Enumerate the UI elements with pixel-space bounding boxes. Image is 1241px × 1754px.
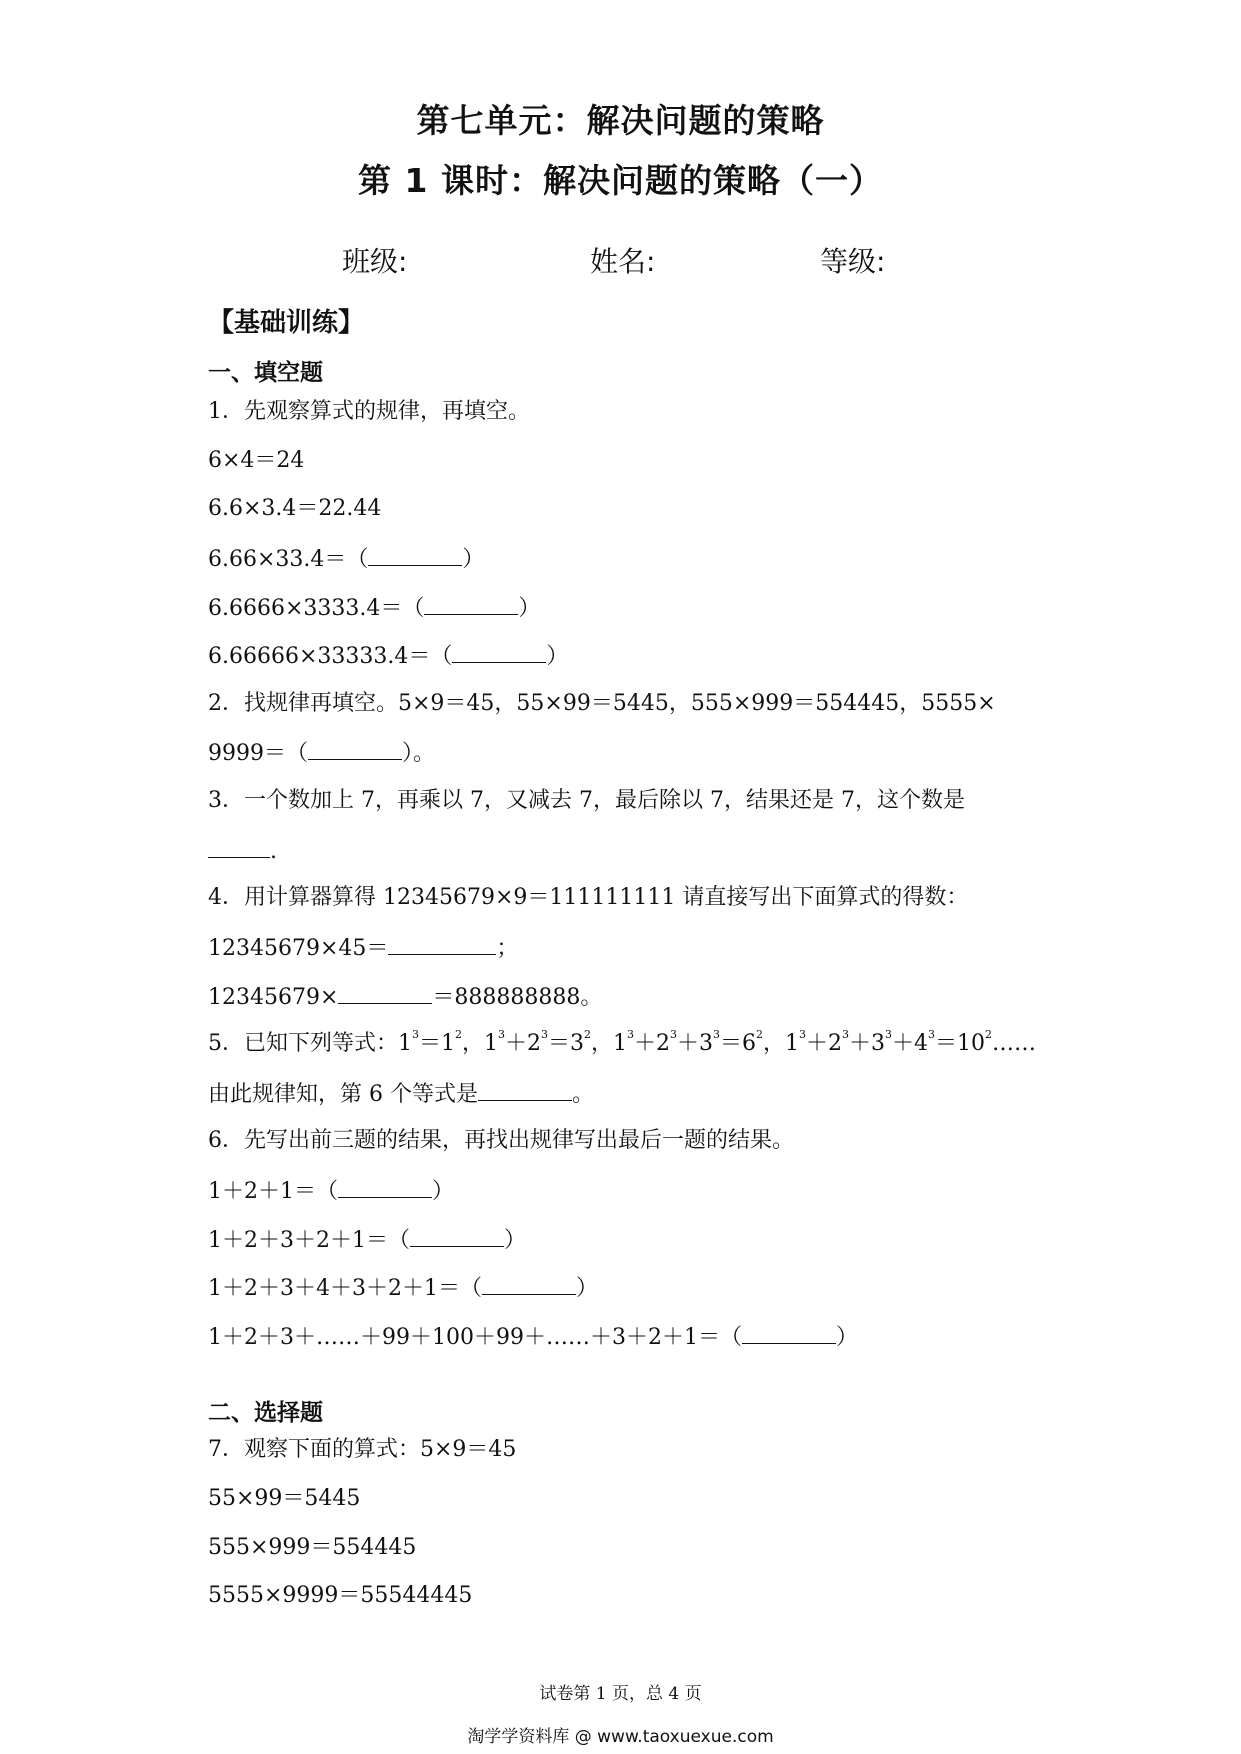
q6-answer-blank-2[interactable]: [410, 1224, 504, 1247]
grade-label: 等级:: [820, 245, 886, 278]
q2-line-2-post: ）。: [402, 741, 436, 766]
q5-part-7: ＋2: [634, 1031, 670, 1056]
q5-exp: 3: [713, 1028, 720, 1041]
q6-line-1-text: 1＋2＋1＝（: [208, 1179, 338, 1204]
q4-answer-blank-1[interactable]: [388, 932, 496, 955]
q1-answer-blank-1[interactable]: [368, 543, 462, 566]
q3-line-1: 3．一个数加上 7，再乘以 7，又减去 7，最后除以 7，结果还是 7，这个数是: [208, 788, 965, 813]
q5-exp: 3: [928, 1028, 935, 1041]
q5-line-2-pre: 由此规律知，第 6 个等式是: [208, 1082, 478, 1107]
q5-part-8: ＋3: [677, 1031, 713, 1056]
q5-part-2: ＝1: [419, 1031, 455, 1056]
q5-exp: 2: [985, 1028, 992, 1041]
q2-answer-blank[interactable]: [308, 737, 402, 760]
q6-line-2-text: 1＋2＋3＋2＋1＝（: [208, 1228, 410, 1253]
q5-exp: 2: [584, 1028, 591, 1041]
q2-line-1: 2．找规律再填空。5×9＝45，55×99＝5445，555×999＝554445，5555×: [208, 691, 996, 716]
q1-line-2: 6.6×3.4＝22.44: [208, 496, 382, 521]
q5-part-12: ＋3: [849, 1031, 885, 1056]
q5-exp: 3: [412, 1028, 419, 1041]
q4-line-3: [208, 981, 602, 1013]
fill-section-heading: 一、填空题: [208, 360, 323, 386]
q7-line-2: 555×999＝554445: [208, 1535, 417, 1560]
q1-answer-blank-3[interactable]: [452, 640, 546, 663]
q5-exp: 3: [842, 1028, 849, 1041]
q6-line-2: [208, 1224, 526, 1256]
q5-line-1: [208, 1029, 1036, 1059]
q5-part-4: ＋2: [505, 1031, 541, 1056]
name-label: 姓名:: [590, 245, 656, 278]
q5-part-11: ＋2: [806, 1031, 842, 1056]
q5-exp: 3: [885, 1028, 892, 1041]
q5-part-13: ＋4: [892, 1031, 928, 1056]
q5-num: 5．: [208, 1031, 244, 1056]
q1-prompt: 1．先观察算式的规律，再填空。: [208, 399, 530, 424]
q4-line-2: [208, 932, 518, 964]
q4-line-1: 4．用计算器算得 12345679×9＝111111111 请直接写出下面算式的得数：: [208, 885, 969, 910]
q3-line-2: [208, 835, 277, 867]
q6-line-4: [208, 1321, 858, 1353]
q6-line-3: [208, 1272, 598, 1304]
q5-answer-blank[interactable]: [478, 1078, 572, 1101]
q1-line-5-close: ）: [546, 644, 569, 669]
page-info: 试卷第 1 页，总 4 页: [539, 1684, 702, 1704]
choice-section-heading: 二、选择题: [208, 1400, 323, 1426]
q6-line-3-close: ）: [575, 1276, 598, 1301]
q5-part-3: ，1: [462, 1031, 498, 1056]
q6-line-4-text: 1＋2＋3＋……＋99＋100＋99＋……＋3＋2＋1＝（: [208, 1325, 742, 1350]
q5-part-1: 已知下列等式：1: [244, 1031, 412, 1056]
q3-line-2-post: .: [270, 839, 277, 864]
q1-line-3: [208, 543, 484, 575]
q7-line-3: 5555×9999＝55544445: [208, 1583, 473, 1608]
q6-line-2-close: ）: [504, 1228, 527, 1253]
q4-line-2-pre: 12345679×45＝: [208, 936, 389, 961]
class-label: 班级:: [342, 245, 408, 278]
q6-answer-blank-4[interactable]: [742, 1321, 836, 1344]
q4-line-3-pre: 12345679×: [208, 985, 339, 1010]
q1-line-1: 6×4＝24: [208, 448, 305, 473]
q3-answer-blank[interactable]: [208, 835, 270, 858]
q7-line-1: 55×99＝5445: [208, 1486, 361, 1511]
q5-part-6: ，1: [591, 1031, 627, 1056]
q6-prompt: 6．先写出前三题的结果，再找出规律写出最后一题的结果。: [208, 1128, 794, 1153]
q4-line-2-post: ；: [496, 936, 519, 961]
lesson-title: 第 1 课时：解决问题的策略（一）: [358, 161, 883, 200]
q7-prompt: 7．观察下面的算式：5×9＝45: [208, 1437, 517, 1462]
q1-line-4-close: ）: [518, 596, 541, 621]
unit-title: 第七单元：解决问题的策略: [416, 101, 825, 140]
q5-exp: 3: [670, 1028, 677, 1041]
q5-part-9: ＝6: [720, 1031, 756, 1056]
q5-exp: 3: [799, 1028, 806, 1041]
q6-line-1-close: ）: [432, 1179, 455, 1204]
q5-line-2: [208, 1078, 594, 1110]
q1-line-5-text: 6.66666×33333.4＝（: [208, 644, 453, 669]
q6-line-1: [208, 1175, 454, 1207]
section-basic-training: 【基础训练】: [208, 308, 365, 338]
q1-line-4-text: 6.6666×3333.4＝（: [208, 596, 425, 621]
q5-line-2-post: 。: [571, 1082, 594, 1107]
q5-exp: 3: [627, 1028, 634, 1041]
q1-line-4: [208, 592, 540, 624]
q5-part-5: ＝3: [548, 1031, 584, 1056]
q1-line-3-text: 6.66×33.4＝（: [208, 547, 369, 572]
q5-part-10: ，1: [763, 1031, 799, 1056]
q6-line-3-text: 1＋2＋3＋4＋3＋2＋1＝（: [208, 1276, 482, 1301]
watermark: 淘学学资料库 @ www.taoxuexue.com: [467, 1727, 774, 1747]
q5-exp: 2: [756, 1028, 763, 1041]
q1-line-5: [208, 640, 568, 672]
q1-line-3-close: ）: [462, 547, 485, 572]
q5-exp: 3: [541, 1028, 548, 1041]
q5-part-14: ＝10: [935, 1031, 985, 1056]
q4-line-3-post: ＝888888888。: [432, 985, 603, 1010]
q6-answer-blank-1[interactable]: [338, 1175, 432, 1198]
q2-line-2-pre: 9999＝（: [208, 741, 308, 766]
q5-part-15: ……: [992, 1031, 1036, 1056]
q2-line-2: [208, 737, 435, 769]
q5-exp: 3: [498, 1028, 505, 1041]
q1-answer-blank-2[interactable]: [424, 592, 518, 615]
q6-line-4-close: ）: [835, 1325, 858, 1350]
q4-answer-blank-2[interactable]: [338, 981, 432, 1004]
q5-exp: 2: [455, 1028, 462, 1041]
q6-answer-blank-3[interactable]: [482, 1272, 576, 1295]
